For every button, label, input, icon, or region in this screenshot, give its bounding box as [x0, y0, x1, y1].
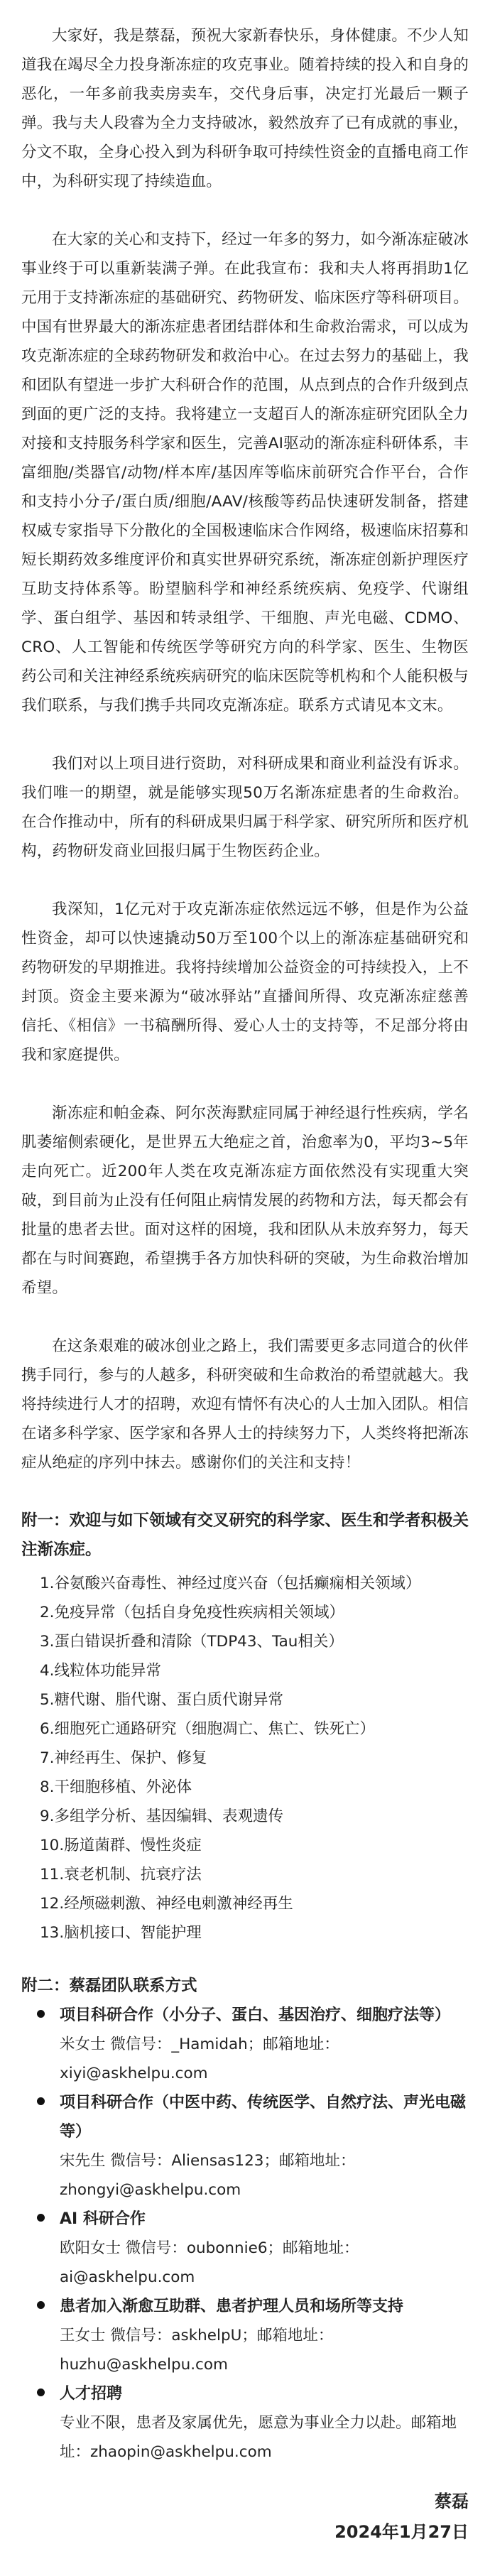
contact-title: 人才招聘: [60, 2385, 123, 2403]
signature-name: 蔡磊: [435, 2491, 469, 2511]
signature-block: [21, 2487, 469, 2548]
contact-details: 宋先生 微信号：Aliensas123；邮箱地址：zhongyi@askhelpu.com: [60, 2152, 356, 2199]
contact-details: 王女士 微信号：askhelpU；邮箱地址：huzhu@askhelpu.com: [60, 2327, 334, 2374]
research-field-list: [21, 1569, 469, 1947]
list-item: 4.线粒体功能异常: [40, 1662, 162, 1680]
contact-item: [21, 2088, 469, 2205]
contact-title: 项目科研合作（中医中药、传统医学、自然疗法、声光电磁等）: [60, 2094, 467, 2141]
list-item: 11.衰老机制、抗衰疗法: [40, 1866, 202, 1884]
contact-list: [21, 2001, 469, 2467]
paragraph-donation: 在大家的关心和支持下，经过一年多的努力，如今渐冻症破冰事业终于可以重新装满子弹。在此我宣布：我和夫人将再捐助1亿元用于支持渐冻症的基础研究、药物研发、临床医疗等科研项目。中国有世界最大的渐冻症患者团结群体和生命救治需求，可以成为攻克渐冻症的全球药物研发和救治中心。在过去努力的基础上，我和团队有望进一步扩大科研合作的范围，从点到点的合作升级到点到面的更广泛的支持。我将建立一支超百人的渐冻症研究团队全力对接和支持服务科学家和医生，完善AI驱动的渐冻症科研体系，丰富细胞/类器官/动物/样本库/基因库等临床前研究合作平台，合作和支持小分子/蛋白质/细胞/AAV/核酸等药品快速研发制备，搭建权威专家指导下分散化的全国极速临床合作网络，极速临床招募和短长期药效多维度评价和真实世界研究系统，渐冻症创新护理医疗互助支持体系等。盼望脑科学和神经系统疾病、免疫学、代谢组学、蛋白组学、基因和转录组学、干细胞、声光电磁、CDMO、CRO、人工智能和传统医学等研究方向的科学家、医生、生物医药公司和关注神经系统疾病研究的临床医院等机构和个人能积极与我们联系，与我们携手共同攻克渐冻症。联系方式请见本文末。: [21, 231, 469, 714]
paragraph-funding-terms: 我们对以上项目进行资助，对科研成果和商业利益没有诉求。我们唯一的期望，就是能够实现50万名渐冻症患者的生命救治。在合作推动中，所有的科研成果归属于科学家、研究所所和医疗机构，药物研发商业回报归属于生物医药企业。: [21, 755, 469, 860]
list-item: 8.干细胞移植、外泌体: [40, 1778, 192, 1796]
contact-details: 专业不限，患者及家属优先，愿意为事业全力以赴。邮箱地址：zhaopin@askhelpu.com: [60, 2414, 457, 2461]
contact-item: [21, 2292, 469, 2379]
section-spacer: [21, 1947, 469, 1972]
paragraph-recruitment: 在这条艰难的破冰创业之路上，我们需要更多志同道合的伙伴携手同行，参与的人越多，科研突破和生命救治的希望就越大。我将持续进行人才的招聘，欢迎有情怀有决心的人士加入团队。相信在诸多科学家、医学家和各界人士的持续努力下，人类终将把渐冻症从绝症的序列中抹去。感谢你们的关注和支持！: [21, 1337, 469, 1472]
contact-item: [21, 2205, 469, 2292]
list-item: 12.经颅磁刺激、神经电刺激神经再生: [40, 1895, 293, 1913]
list-item: 1.谷氨酸兴奋毒性、神经过度兴奋（包括癫痫相关领域）: [40, 1575, 421, 1592]
paragraph-intro: 大家好，我是蔡磊，预祝大家新春快乐，身体健康。不少人知道我在竭尽全力投身渐冻症的攻克事业。随着持续的投入和自身的恶化，一年多前我卖房卖车，交代身后事，决定打光最后一颗子弹。我与夫人段睿为全力支持破冰，毅然放弃了已有成就的事业，分文不取，全身心投入到为科研争取可持续性资金的直播电商工作中，为科研实现了持续造血。: [21, 27, 469, 190]
contact-title: 项目科研合作（小分子、蛋白、基因治疗、细胞疗法等）: [60, 2006, 451, 2024]
list-item: 6.细胞死亡通路研究（细胞凋亡、焦亡、铁死亡）: [40, 1720, 376, 1738]
bullet-dot-icon: [37, 2388, 45, 2396]
paragraph-funding-sources: 我深知，1亿元对于攻克渐冻症依然远远不够，但是作为公益性资金，却可以快速撬动50万至100个以上的渐冻症基础研究和药物研发的早期推进。我将持续增加公益资金的可持续投入，上不封顶。资金主要来源为“破冰驿站”直播间所得、攻克渐冻症慈善信托、《相信》一书稿酬所得、爱心人士的支持等，不足部分将由我和家庭提供。: [21, 901, 469, 1064]
list-item: 3.蛋白错误折叠和清除（TDP43、Tau相关）: [40, 1633, 344, 1651]
list-item: 9.多组学分析、基因编辑、表观遗传: [40, 1808, 284, 1825]
contact-title: AI 科研合作: [60, 2210, 146, 2228]
list-item: 2.免疫异常（包括自身免疫性疾病相关领域）: [40, 1604, 345, 1621]
contact-details: 米女士 微信号：_Hamidah；邮箱地址：xiyi@askhelpu.com: [60, 2036, 339, 2082]
appendix-research-fields: [21, 1506, 469, 1947]
appendix2-title: 附二：蔡磊团队联系方式: [21, 1977, 197, 1995]
signature-date: 2024年1月27日: [334, 2522, 469, 2542]
contact-item: [21, 2001, 469, 2088]
list-item: 13.脑机接口、智能护理: [40, 1924, 202, 1942]
bullet-dot-icon: [37, 2301, 45, 2309]
appendix-contacts: [21, 1972, 469, 2467]
appendix1-title: 附一：欢迎与如下领域有交叉研究的科学家、医生和学者积极关注渐冻症。: [21, 1511, 469, 1559]
paragraph-disease-background: 渐冻症和帕金森、阿尔茨海默症同属于神经退行性疾病，学名肌萎缩侧索硬化，是世界五大绝症之首，治愈率为0，平均3~5年走向死亡。近200年人类在攻克渐冻症方面依然没有实现重大突破，到目前为止没有任何阻止病情发展的药物和方法，每天都会有批量的患者去世。面对这样的困境，我和团队从未放弃努力，每天都在与时间赛跑，希望携手各方加快科研的突破，为生命救治增加希望。: [21, 1104, 469, 1297]
contact-details: 欧阳女士 微信号：oubonnie6；邮箱地址：ai@askhelpu.com: [60, 2239, 359, 2286]
bullet-dot-icon: [37, 2010, 45, 2018]
contact-title: 患者加入渐愈互助群、患者护理人员和场所等支持: [60, 2298, 404, 2315]
list-item: 7.神经再生、保护、修复: [40, 1749, 207, 1767]
contact-item: [21, 2379, 469, 2467]
bullet-dot-icon: [37, 2097, 45, 2105]
list-item: 5.糖代谢、脂代谢、蛋白质代谢异常: [40, 1691, 284, 1709]
bullet-dot-icon: [37, 2214, 45, 2222]
list-item: 10.肠道菌群、慢性炎症: [40, 1837, 202, 1854]
